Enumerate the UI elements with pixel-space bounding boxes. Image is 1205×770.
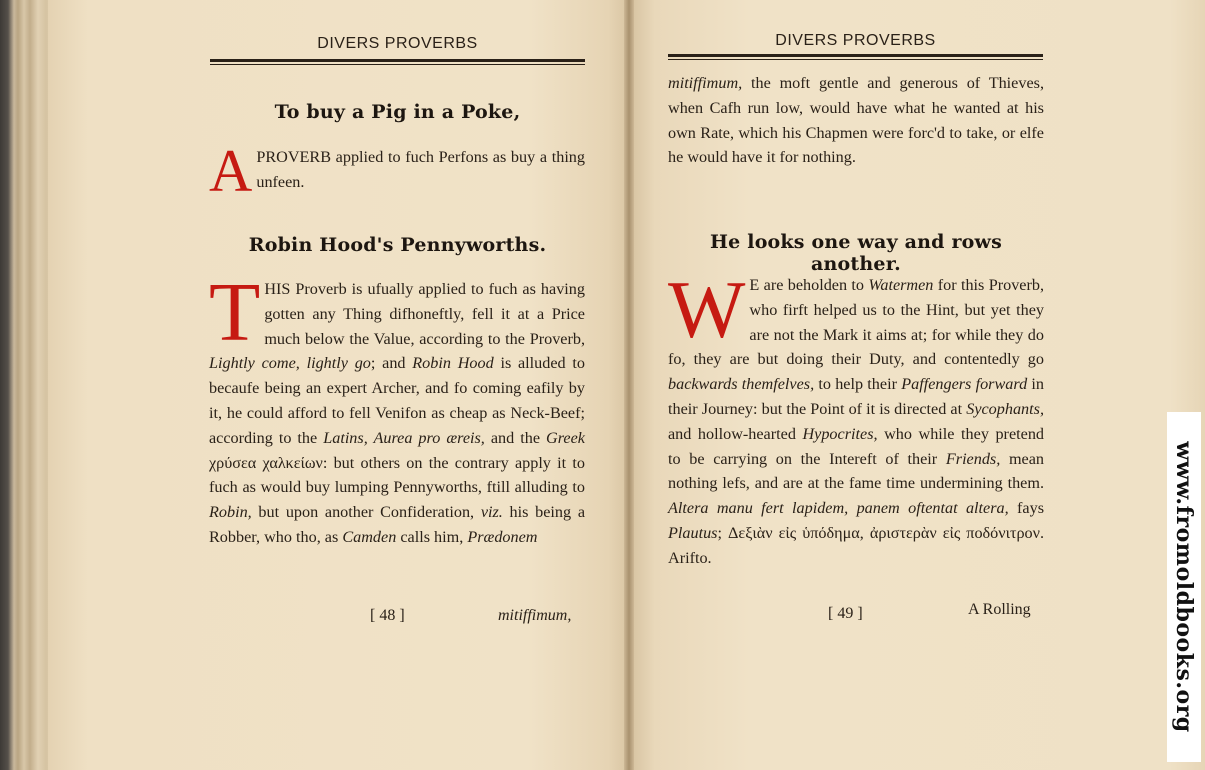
watermark-banner (1167, 412, 1201, 762)
italic-phrase: Sycophants, (966, 399, 1044, 418)
italic-phrase: backwards themfelves, (668, 375, 815, 394)
right-running-head: DIVERS PROVERBS (775, 32, 936, 49)
left-paragraph-1 (209, 138, 585, 204)
left-heading-pig-in-poke: To buy a Pig in a Poke, (274, 101, 521, 123)
italic-phrase: Robin, (209, 503, 252, 522)
watermark-text: www.fromoldbooks.org (1171, 441, 1197, 733)
drop-cap-t: T (209, 266, 261, 359)
text-run: for this Proverb, who firft helped us to the Hint, but yet they are not the Mark it aims at; for while they do fo, they are but doing their Duty, and contentedly go (668, 276, 1044, 369)
right-heading-rows-another: He looks one way and rows another. (710, 231, 1002, 275)
right-paragraph (668, 264, 1045, 571)
left-running-head: DIVERS PROVERBS (317, 35, 478, 52)
text-run: in their Journey: but the Point of it is directed at (668, 375, 1044, 418)
italic-phrase: Latins, Aurea pro æreis, (323, 428, 485, 447)
italic-phrase: mitiffimum, (668, 74, 743, 92)
text-run: χρύσεα χαλκείων: but others on the contrary apply it to fuch as would buy lumping Pennyworths, ftill alluding to (209, 453, 585, 497)
text-run: is alluded to becaufe being an expert Archer, and fo coming eafily by it, he could afford to fell Venifon as cheap as Neck-Beef; according to the (209, 354, 585, 447)
text-run: to help their (814, 375, 902, 394)
italic-phrase: viz. (480, 503, 503, 522)
text-run: but upon another Confideration, (251, 503, 481, 522)
text-run: calls him, (396, 527, 468, 546)
italic-phrase: Greek (546, 428, 585, 447)
italic-phrase: Watermen (868, 276, 934, 294)
italic-phrase: Lightly come, lightly go (209, 354, 371, 373)
left-page-number: [ 48 ] (370, 607, 405, 624)
text-run: who while they pretend to be carrying on the Intereft of their (668, 424, 1045, 468)
left-catchword: mitiffimum, (498, 607, 572, 624)
italic-phrase: Prædonem (467, 527, 538, 546)
text-run: ; Δεξιὰν εἰς ὑπόδημα, ἀριστερὰν εἰς ποδόνιτρον. Arifto. (668, 523, 1044, 567)
italic-phrase: Plautus (668, 523, 718, 542)
left-paragraph-2-text (209, 266, 585, 546)
right-head-rule (668, 54, 1043, 57)
text-run: the moft gentle and generous of Thieves, when Cafh run low, would have what he wanted at his own Rate, which his Chapmen were forc'd to take, or elfe he would have it for nothing. (668, 74, 1044, 167)
italic-phrase: Friends, (945, 449, 1001, 468)
text-run: his being a Robber, who tho, as (209, 503, 585, 546)
right-page-number: [ 49 ] (828, 605, 863, 622)
left-paragraph-1-text: PROVERB applied to fuch Perfons as buy a thing unfeen. (256, 148, 585, 191)
text-run: ; and (370, 354, 413, 373)
text-run: mean nothing lefs, and are at the fame time undermining them. (668, 449, 1045, 493)
text-run: and hollow-hearted (668, 424, 803, 443)
left-head-rule (210, 59, 585, 62)
left-paragraph-2 (209, 266, 585, 550)
right-continuation (668, 71, 1044, 170)
book-gutter (624, 0, 634, 770)
text-run: fays (1008, 499, 1045, 518)
text-run: and the (484, 428, 547, 447)
italic-phrase: Camden (342, 527, 397, 546)
italic-phrase: Altera manu fert lapidem, panem oftentat altera, (668, 499, 1009, 518)
text-run: HIS Proverb is ufually applied to fuch as having gotten any Thing difhoneftly, fell it at a Price much below the Value, according to the Proverb, (264, 280, 585, 348)
italic-phrase: Hypocrites, (802, 424, 878, 443)
drop-cap-a: A (209, 138, 253, 204)
drop-cap-w: W (668, 264, 746, 355)
right-catchword: A Rolling (968, 601, 1031, 618)
text-run: E are beholden to (749, 276, 869, 294)
italic-phrase: Paffengers forward (901, 375, 1028, 394)
left-heading-robin-hood: Robin Hood's Pennyworths. (248, 234, 547, 256)
italic-phrase: Robin Hood (412, 354, 494, 373)
